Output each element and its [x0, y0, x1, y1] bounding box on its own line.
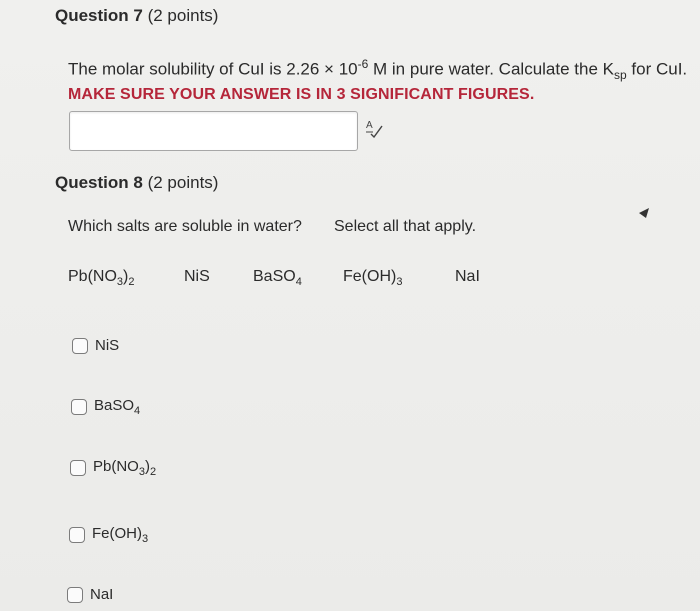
question-8-instruction: Select all that apply.	[334, 218, 477, 235]
checkbox[interactable]	[69, 527, 85, 543]
ksp-subscript: sp	[613, 68, 627, 83]
stem-text: The molar solubility of CuI is 2.26 × 10	[68, 59, 358, 79]
checkbox[interactable]	[72, 338, 88, 354]
stem-text-end: for CuI.	[626, 59, 688, 79]
spellcheck-icon[interactable]	[364, 118, 384, 138]
question-7-header	[55, 6, 218, 26]
option-baso4[interactable]	[71, 397, 140, 417]
mouse-cursor-icon	[638, 207, 650, 219]
option-pbno32[interactable]	[70, 458, 156, 478]
option-label: NaI	[90, 586, 114, 603]
salt-item: BaSO$_4$	[253, 268, 302, 289]
stem-exponent: -6	[357, 57, 369, 71]
salt-item: $Fe(OH)_3$	[343, 268, 403, 289]
question-7-answer-input[interactable]	[69, 111, 358, 151]
option-nis[interactable]	[72, 337, 119, 354]
checkbox[interactable]	[71, 399, 87, 415]
question-8-prompt: Which salts are soluble in water?	[68, 218, 302, 235]
question-8-header	[55, 173, 218, 193]
question-8-points: (2 points)	[147, 173, 219, 192]
option-label: $Fe(OH)_3$	[92, 525, 149, 545]
salt-item: $Pb(NO_3)_2$	[68, 268, 135, 289]
option-label: NiS	[95, 337, 120, 354]
salt-item: NaI	[455, 268, 480, 285]
option-feoh3[interactable]	[69, 525, 148, 545]
checkbox[interactable]	[70, 460, 86, 476]
option-nai[interactable]	[67, 586, 113, 603]
question-7-stem	[68, 53, 687, 86]
option-label: BaSO$_4$	[94, 397, 141, 417]
sig-fig-warning: MAKE SURE YOUR ANSWER IS IN 3 SIGNIFICANT FIGURES.	[68, 86, 535, 103]
checkbox[interactable]	[67, 587, 83, 603]
question-7-points: (2 points)	[147, 6, 219, 25]
stem-text-mid: M in pure water. Calculate the K	[368, 59, 614, 79]
question-8-title: Question 8	[55, 173, 143, 192]
salt-item: NiS	[184, 268, 210, 285]
svg-text:A: A	[366, 120, 373, 131]
option-label: $Pb(NO_3)_2$	[93, 458, 157, 478]
question-7-title: Question 7	[55, 6, 143, 25]
